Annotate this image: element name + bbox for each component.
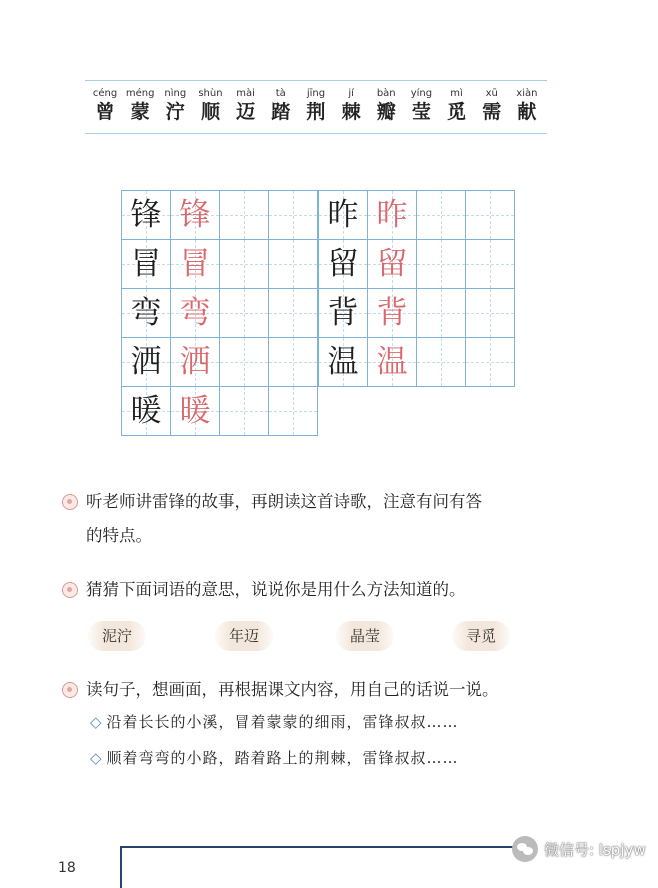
- grid-cell: [122, 191, 171, 240]
- tracing-character: 昨: [376, 196, 408, 233]
- sentence-2-text: 顺着弯弯的小路，踏着路上的荆棘，雷锋叔叔……: [106, 749, 459, 767]
- grid-cell: [171, 387, 220, 436]
- sentence-2: [90, 746, 459, 770]
- grid-cell: [220, 289, 269, 338]
- band-character: [158, 88, 192, 124]
- model-character: 温: [327, 343, 359, 380]
- model-character: 昨: [327, 196, 359, 233]
- diamond-bullet-icon: ◇: [90, 713, 103, 731]
- sentence-1: [90, 710, 459, 734]
- grid-cell: [171, 240, 220, 289]
- grid-cell: [466, 338, 515, 387]
- new-characters-band: [88, 88, 544, 124]
- grid-cell: [269, 338, 318, 387]
- band-character: [369, 88, 403, 124]
- grid-cell: [171, 191, 220, 240]
- band-character: [123, 88, 157, 124]
- band-bottom-rule: [85, 133, 547, 134]
- watermark-text: 微信号: lspjyw: [544, 840, 646, 859]
- next-lesson-frame: [120, 846, 522, 888]
- pinyin: xū: [485, 88, 498, 99]
- model-character: 洒: [130, 343, 162, 380]
- grid-cell: [171, 289, 220, 338]
- grid-cell: [220, 191, 269, 240]
- tracing-character: 背: [376, 294, 408, 331]
- grid-cell: [417, 338, 466, 387]
- hanzi: 蒙: [130, 101, 150, 123]
- grid-cell: [269, 191, 318, 240]
- diamond-bullet-icon: ◇: [90, 749, 103, 767]
- grid-cell: [122, 387, 171, 436]
- word-chip-4: 寻觅: [452, 621, 510, 651]
- grid-cell: [220, 240, 269, 289]
- pinyin: céng: [92, 88, 118, 99]
- grid-cell: [368, 338, 417, 387]
- grid-cell: [171, 338, 220, 387]
- hanzi: 莹: [411, 101, 431, 123]
- pinyin: yíng: [410, 88, 433, 99]
- hanzi: 迈: [236, 101, 256, 123]
- grid-cell: [368, 240, 417, 289]
- model-character: 弯: [130, 294, 162, 331]
- question-bullet-icon: [62, 682, 78, 698]
- grid-cell: [269, 387, 318, 436]
- sentence-1-text: 沿着长长的小溪，冒着蒙蒙的细雨，雷锋叔叔……: [106, 713, 459, 731]
- grid-cell: [122, 240, 171, 289]
- band-character: [264, 88, 298, 124]
- hanzi: 棘: [341, 101, 361, 123]
- hanzi: 泞: [165, 101, 185, 123]
- grid-cell: [466, 191, 515, 240]
- grid-cell: [368, 191, 417, 240]
- question-1-line-2: 的特点。: [86, 526, 152, 545]
- grid-cell: [466, 289, 515, 338]
- band-character: [510, 88, 544, 124]
- grid-cell: [417, 289, 466, 338]
- grid-cell: [220, 338, 269, 387]
- pinyin: xiàn: [516, 88, 538, 99]
- pinyin: shùn: [198, 88, 223, 99]
- band-character: [440, 88, 474, 124]
- pinyin: jīng: [306, 88, 326, 99]
- hanzi: 曾: [95, 101, 115, 123]
- hanzi: 踏: [271, 101, 291, 123]
- question-1-line-1: 听老师讲雷锋的故事，再朗读这首诗歌，注意有问有答: [86, 492, 482, 511]
- band-character: [404, 88, 438, 124]
- band-character: [475, 88, 509, 124]
- pinyin: mì: [450, 88, 463, 99]
- pinyin: méng: [125, 88, 155, 99]
- page-number: 18: [58, 860, 76, 876]
- question-2: 猜猜下面词语的意思，说说你是用什么方法知道的。: [86, 580, 466, 599]
- model-character: 背: [327, 294, 359, 331]
- writing-grid-left: [121, 190, 318, 436]
- grid-cell: [319, 191, 368, 240]
- tracing-character: 暖: [179, 392, 211, 429]
- pinyin: bàn: [376, 88, 396, 99]
- question-3: 读句子，想画面，再根据课文内容，用自己的话说一说。: [86, 680, 499, 699]
- band-character: [88, 88, 122, 124]
- hanzi: 需: [482, 101, 502, 123]
- tracing-character: 冒: [179, 245, 211, 282]
- tracing-character: 留: [376, 245, 408, 282]
- model-character: 锋: [130, 196, 162, 233]
- model-character: 留: [327, 245, 359, 282]
- question-bullet-icon: [62, 582, 78, 598]
- hanzi: 顺: [200, 101, 220, 123]
- tracing-character: 洒: [179, 343, 211, 380]
- word-chip-3: 晶莹: [336, 621, 394, 651]
- grid-cell: [269, 289, 318, 338]
- grid-cell: [122, 289, 171, 338]
- model-character: 暖: [130, 392, 162, 429]
- pinyin: jí: [348, 88, 354, 99]
- pinyin: nìng: [164, 88, 187, 99]
- tracing-character: 弯: [179, 294, 211, 331]
- hanzi: 献: [517, 101, 537, 123]
- hanzi: 荆: [306, 101, 326, 123]
- question-bullet-icon: [62, 494, 78, 510]
- tracing-character: 温: [376, 343, 408, 380]
- grid-cell: [417, 191, 466, 240]
- wechat-watermark: [512, 836, 646, 862]
- grid-cell: [319, 289, 368, 338]
- grid-cell: [417, 240, 466, 289]
- grid-cell: [319, 240, 368, 289]
- band-character: [299, 88, 333, 124]
- hanzi: 觅: [447, 101, 467, 123]
- word-chip-2: 年迈: [215, 621, 273, 651]
- model-character: 冒: [130, 245, 162, 282]
- grid-cell: [466, 240, 515, 289]
- grid-cell: [122, 338, 171, 387]
- hanzi: 瓣: [376, 101, 396, 123]
- grid-cell: [319, 338, 368, 387]
- band-character: [193, 88, 227, 124]
- writing-grid-right: [318, 190, 515, 387]
- word-chip-1: 泥泞: [88, 621, 146, 651]
- pinyin: tà: [275, 88, 286, 99]
- band-character: [229, 88, 263, 124]
- pinyin: mài: [236, 88, 255, 99]
- band-top-rule: [85, 80, 547, 81]
- band-character: [334, 88, 368, 124]
- grid-cell: [220, 387, 269, 436]
- grid-cell: [269, 240, 318, 289]
- question-1: [86, 485, 606, 553]
- wechat-icon: [512, 836, 538, 862]
- grid-cell: [368, 289, 417, 338]
- tracing-character: 锋: [179, 196, 211, 233]
